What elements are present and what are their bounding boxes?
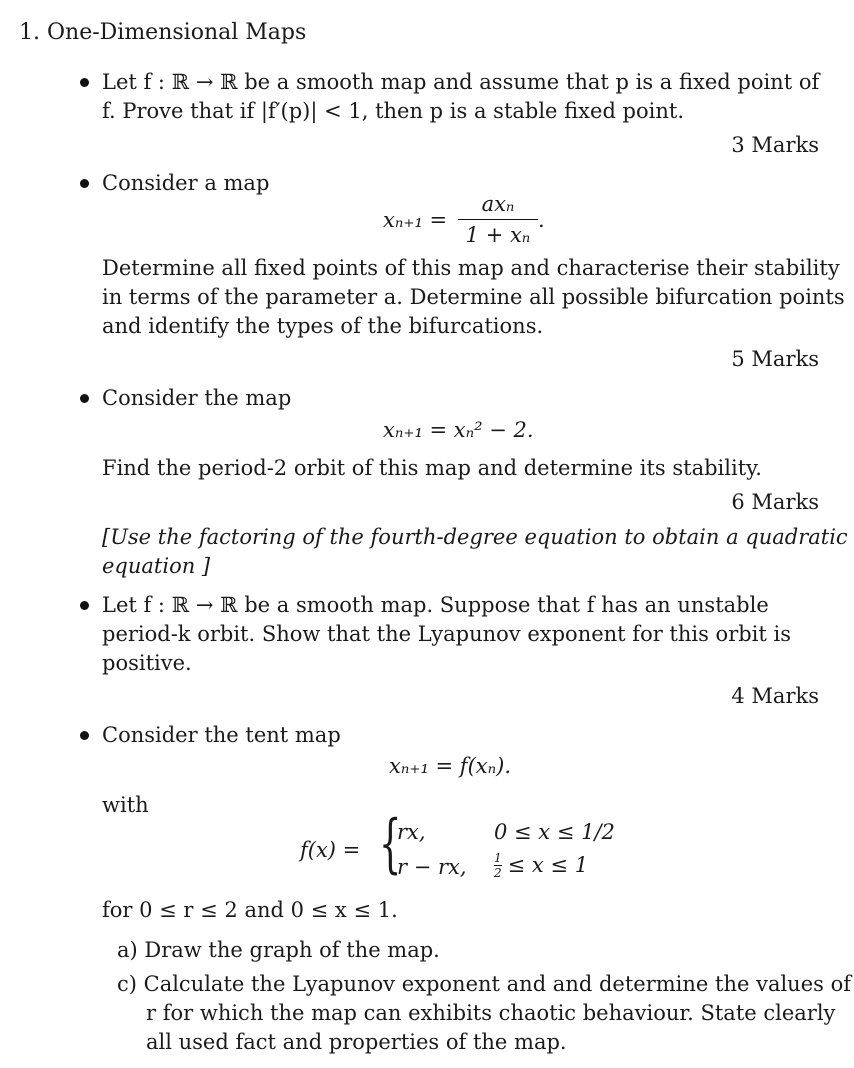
section-title: 1. One-Dimensional Maps: [19, 20, 307, 45]
q5-equation: xₙ₊₁ = f(xₙ).: [389, 754, 511, 778]
q4-marks: 4 Marks: [731, 684, 819, 708]
q4-line-2: period-k orbit. Show that the Lyapunov exponent for this orbit is: [102, 622, 792, 646]
q5-intro: Consider the tent map: [102, 723, 341, 747]
bullet: [80, 78, 89, 87]
q5-case2-half-den: 2: [494, 866, 502, 880]
q2-equation-lhs: xₙ₊₁ =: [383, 208, 448, 232]
q3-hint-line-2: equation ]: [102, 554, 211, 578]
q5-case2-cond-group: [494, 852, 588, 879]
q3-intro: Consider the map: [102, 386, 292, 410]
q3-line-1: Find the period-2 orbit of this map and determine its stability.: [102, 456, 762, 480]
q5-case2-expr: r − rx,: [397, 855, 467, 879]
q5-part-c-line-3: all used fact and properties of the map.: [146, 1030, 567, 1054]
q1-line-1: Let f : ℝ → ℝ be a smooth map and assume that p is a fixed point of: [102, 70, 820, 94]
q3-marks: 6 Marks: [731, 490, 819, 514]
q3-hint-line-1: [Use the factoring of the fourth-degree equation to obtain a quadratic: [102, 525, 848, 549]
q2-fraction: [458, 192, 538, 247]
q2-line-3: and identify the types of the bifurcations.: [102, 314, 544, 338]
bullet: [80, 394, 89, 403]
q4-line-3: positive.: [102, 651, 192, 675]
q3-equation: xₙ₊₁ = xₙ² − 2.: [383, 418, 534, 442]
q5-case1-expr: rx,: [397, 820, 426, 844]
q5-part-c-line-1: c) Calculate the Lyapunov exponent and and determine the values of: [117, 972, 851, 996]
bullet: [80, 601, 89, 610]
q2-fraction-numerator: axₙ: [481, 192, 515, 216]
q5-f-lhs: f(x) =: [300, 838, 361, 862]
q2-line-2: in terms of the parameter a. Determine all possible bifurcation points: [102, 285, 845, 309]
q2-intro: Consider a map: [102, 171, 270, 195]
q4-line-1: Let f : ℝ → ℝ be a smooth map. Suppose that f has an unstable: [102, 593, 769, 617]
q5-with: with: [102, 793, 149, 817]
q5-part-c-line-2: r for which the map can exhibits chaotic behaviour. State clearly: [146, 1001, 836, 1025]
q2-marks: 5 Marks: [731, 347, 819, 371]
q5-case2-cond: ≤ x ≤ 1: [507, 853, 589, 877]
q2-line-1: Determine all fixed points of this map and characterise their stability: [102, 256, 840, 280]
fraction-bar: [458, 219, 538, 220]
q1-marks: 3 Marks: [731, 133, 819, 157]
q5-case2-half-num: 1: [494, 851, 502, 865]
bullet: [80, 731, 89, 740]
q5-case2-half: [494, 852, 502, 879]
case-brace: {: [379, 807, 402, 881]
q2-equation-end: .: [538, 208, 545, 232]
bullet: [80, 179, 89, 188]
q1-line-2: f. Prove that if |f′(p)| < 1, then p is a stable fixed point.: [102, 99, 685, 123]
q5-part-a: a) Draw the graph of the map.: [117, 938, 440, 962]
q5-case1-cond: 0 ≤ x ≤ 1/2: [494, 820, 615, 844]
q5-range: for 0 ≤ r ≤ 2 and 0 ≤ x ≤ 1.: [102, 898, 398, 922]
q2-fraction-denominator: 1 + xₙ: [465, 223, 531, 247]
